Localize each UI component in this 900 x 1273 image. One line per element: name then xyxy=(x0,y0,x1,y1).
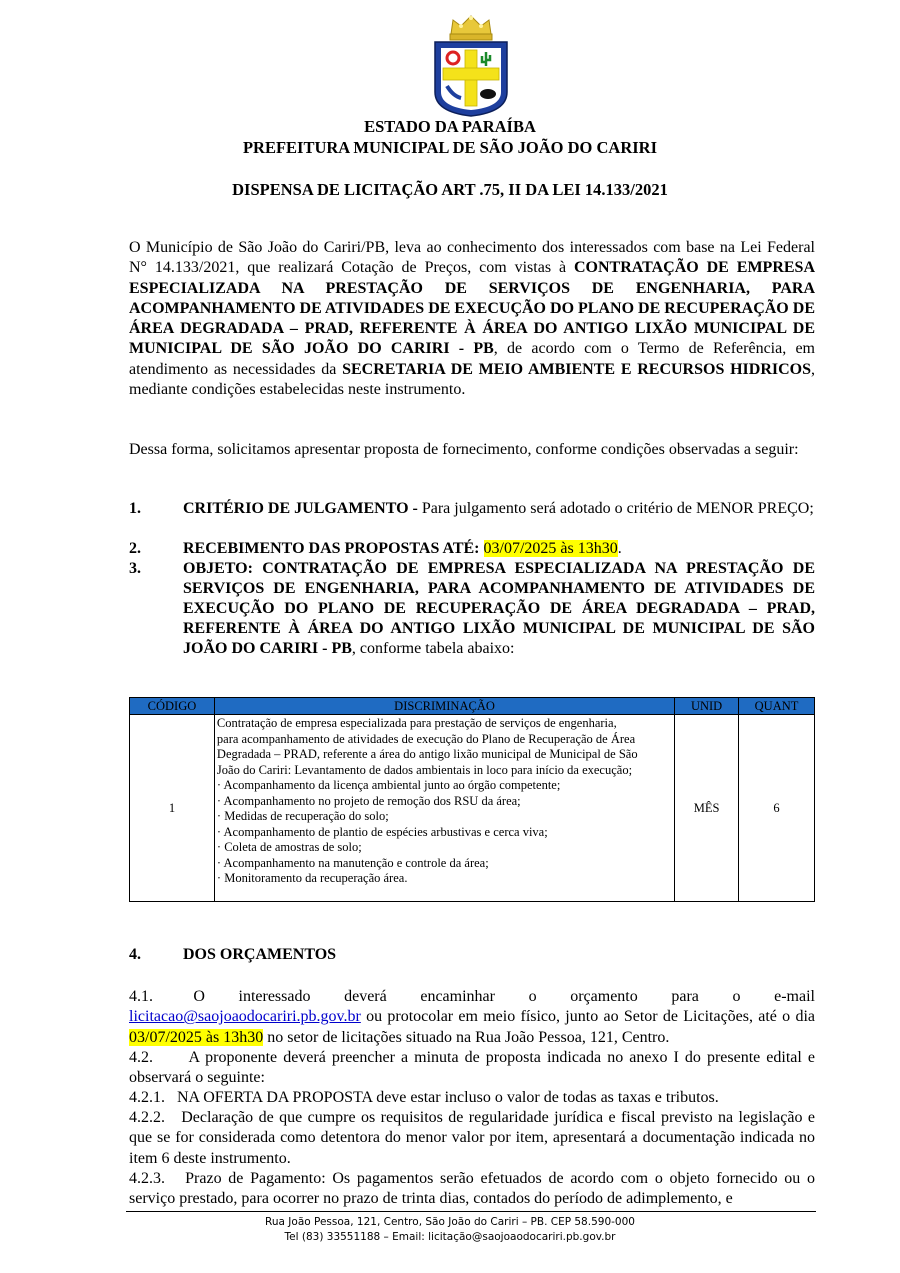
item-text: Para julgamento será adotado o critério de MENOR PREÇO; xyxy=(421,500,814,517)
cell-description xyxy=(214,715,674,902)
description-line: · Acompanhamento da licença ambiental junto ao órgão competente; xyxy=(216,778,561,792)
description-line: Degradada – PRAD, referente a área do antigo lixão municipal de Municipal de São xyxy=(216,747,638,761)
item-text-end: . xyxy=(617,540,622,557)
footer-contact: Tel (83) 33551188 – Email: licitação@saojoaodocariri.pb.gov.br xyxy=(284,1231,616,1243)
paragraph-4-2: 4.2. A proponente deverá preencher a minuta de proposta indicada no anexo I do presente edital e observará o seguinte: xyxy=(129,1049,819,1087)
section-4-heading xyxy=(129,946,337,964)
description-line: Contratação de empresa especializada para prestação de serviços de engenharia, xyxy=(216,716,617,730)
footer-address: Rua João Pessoa, 121, Centro, São João do Cariri – PB. CEP 58.590-000 xyxy=(265,1216,635,1228)
document-title: DISPENSA DE LICITAÇÃO ART .75, II DA LEI 14.133/2021 xyxy=(232,180,668,199)
request-paragraph: Dessa forma, solicitamos apresentar proposta de fornecimento, conforme condições observadas a seguir: xyxy=(129,441,799,458)
cell-code: 1 xyxy=(130,715,215,902)
email-link[interactable]: licitacao@saojoaodocariri.pb.gov.br xyxy=(129,1008,361,1026)
p41-date-highlight: 03/07/2025 às 13h30 xyxy=(129,1028,264,1046)
description-line: · Coleta de amostras de solo; xyxy=(216,840,362,854)
item-proposal-deadline xyxy=(183,539,815,559)
paragraph-4-2-2: 4.2.2. Declaração de que cumpre os requisitos de regularidade jurídica e fiscal previsto na legislação e que se for considerada como detentora do menor valor por item, apresentará a documentação indicada no item 6 deste instrumento. xyxy=(129,1109,819,1167)
footer-divider xyxy=(126,1211,816,1212)
items-table xyxy=(129,697,815,902)
state-heading: ESTADO DA PARAÍBA xyxy=(364,117,536,136)
item-judgement-criterion xyxy=(183,499,815,519)
description-line: · Acompanhamento no projeto de remoção dos RSU da área; xyxy=(216,793,521,808)
deadline-highlight: 03/07/2025 às 13h30 xyxy=(483,540,618,557)
intro-paragraph xyxy=(129,238,815,400)
item-label: OBJETO: CONTRATAÇÃO DE EMPRESA ESPECIALIZADA NA PRESTAÇÃO DE SERVIÇOS DE ENGENHARIA, PARA ACOMPANHAMENTO DE ATIVIDADES DE EXECUÇÃO DO PLANO DE RECUPERAÇÃO DE ÁREA DEGRADADA – PRAD, REFERENTE À ÁREA DO ANTIGO LIXÃO MUNICIPAL DE MUNICIPAL DE SÃO JOÃO DO CARIRI - PB xyxy=(183,560,815,657)
item-label: RECEBIMENTO DAS PROPOSTAS ATÉ: xyxy=(183,540,484,557)
table-header-row xyxy=(130,698,815,715)
paragraph-4-2-3: 4.2.3. Prazo de Pagamento: Os pagamentos serão efetuados de acordo com o objeto fornecido ou o serviço prestado, para ocorrer no prazo de trinta dias, contados do período de adimplemento, e xyxy=(129,1170,819,1208)
intro-text-2: , de acordo com o Termo de Referência, em atendimento as necessidades da xyxy=(129,340,815,378)
header-quantity: QUANT xyxy=(739,698,815,715)
description-line: para acompanhamento de atividades de execução do Plano de Recuperação de Área xyxy=(216,731,636,746)
table-row xyxy=(130,715,815,902)
description-line: João do Cariri: Levantamento de dados ambientais in loco para início da execução; xyxy=(216,762,633,777)
paragraph-4-1 xyxy=(129,987,819,1048)
city-hall-heading: PREFEITURA MUNICIPAL DE SÃO JOÃO DO CARIRI xyxy=(242,138,658,157)
p41-text-1: 4.1. O interessado deverá encaminhar o orçamento para o e-mail xyxy=(129,988,819,1005)
description-line: · Monitoramento da recuperação área. xyxy=(216,871,408,885)
cell-unit: MÊS xyxy=(675,715,739,902)
header-description: DISCRIMINAÇÃO xyxy=(214,698,674,715)
item-object xyxy=(183,559,815,659)
item-text: , conforme tabela abaixo: xyxy=(351,640,515,657)
section-number: 4. xyxy=(129,946,141,963)
intro-secretariat-bold: SECRETARIA DE MEIO AMBIENTE E RECURSOS HIDRICOS xyxy=(342,360,812,378)
intro-text-3: , mediante condições estabelecidas neste instrumento. xyxy=(129,360,816,399)
header-code: CÓDIGO xyxy=(130,698,215,715)
intro-text-1: O Município de São João do Cariri/PB, leva ao conhecimento dos interessados com base na Lei Federal N° 14.133/2021, que realizará Cotação de Preços, com vistas à xyxy=(129,239,815,277)
p41-text-2: ou protocolar em meio físico, junto ao Setor de Licitações, até o dia xyxy=(360,1008,819,1026)
item-number: 3. xyxy=(129,560,141,577)
section-title: DOS ORÇAMENTOS xyxy=(183,946,337,963)
header-unit: UNID xyxy=(675,698,739,715)
description-line: · Acompanhamento de plantio de espécies arbustivas e cerca viva; xyxy=(216,824,548,839)
item-label: CRITÉRIO DE JULGAMENTO - xyxy=(183,500,422,517)
p41-text-3: no setor de licitações situado na Rua João Pessoa, 121, Centro. xyxy=(263,1028,670,1046)
item-number: 1. xyxy=(129,500,141,517)
paragraph-4-2-1: 4.2.1. NA OFERTA DA PROPOSTA deve estar incluso o valor de todas as taxas e tributos. xyxy=(129,1089,719,1106)
description-line: · Medidas de recuperação do solo; xyxy=(216,809,389,823)
coat-of-arms-icon xyxy=(431,12,511,118)
item-number: 2. xyxy=(129,540,141,557)
intro-object-bold: CONTRATAÇÃO DE EMPRESA ESPECIALIZADA NA PRESTAÇÃO DE SERVIÇOS DE ENGENHARIA, PARA ACOMPANHAMENTO DE ATIVIDADES DE EXECUÇÃO DO PLANO DE RECUPERAÇÃO DE ÁREA DEGRADADA – PRAD, REFERENTE À ÁREA DO ANTIGO LIXÃO MUNICIPAL DE MUNICIPAL DE SÃO JOÃO DO CARIRI - PB xyxy=(129,259,815,358)
cell-quantity: 6 xyxy=(739,715,815,902)
description-line: · Acompanhamento na manutenção e controle da área; xyxy=(216,855,489,870)
